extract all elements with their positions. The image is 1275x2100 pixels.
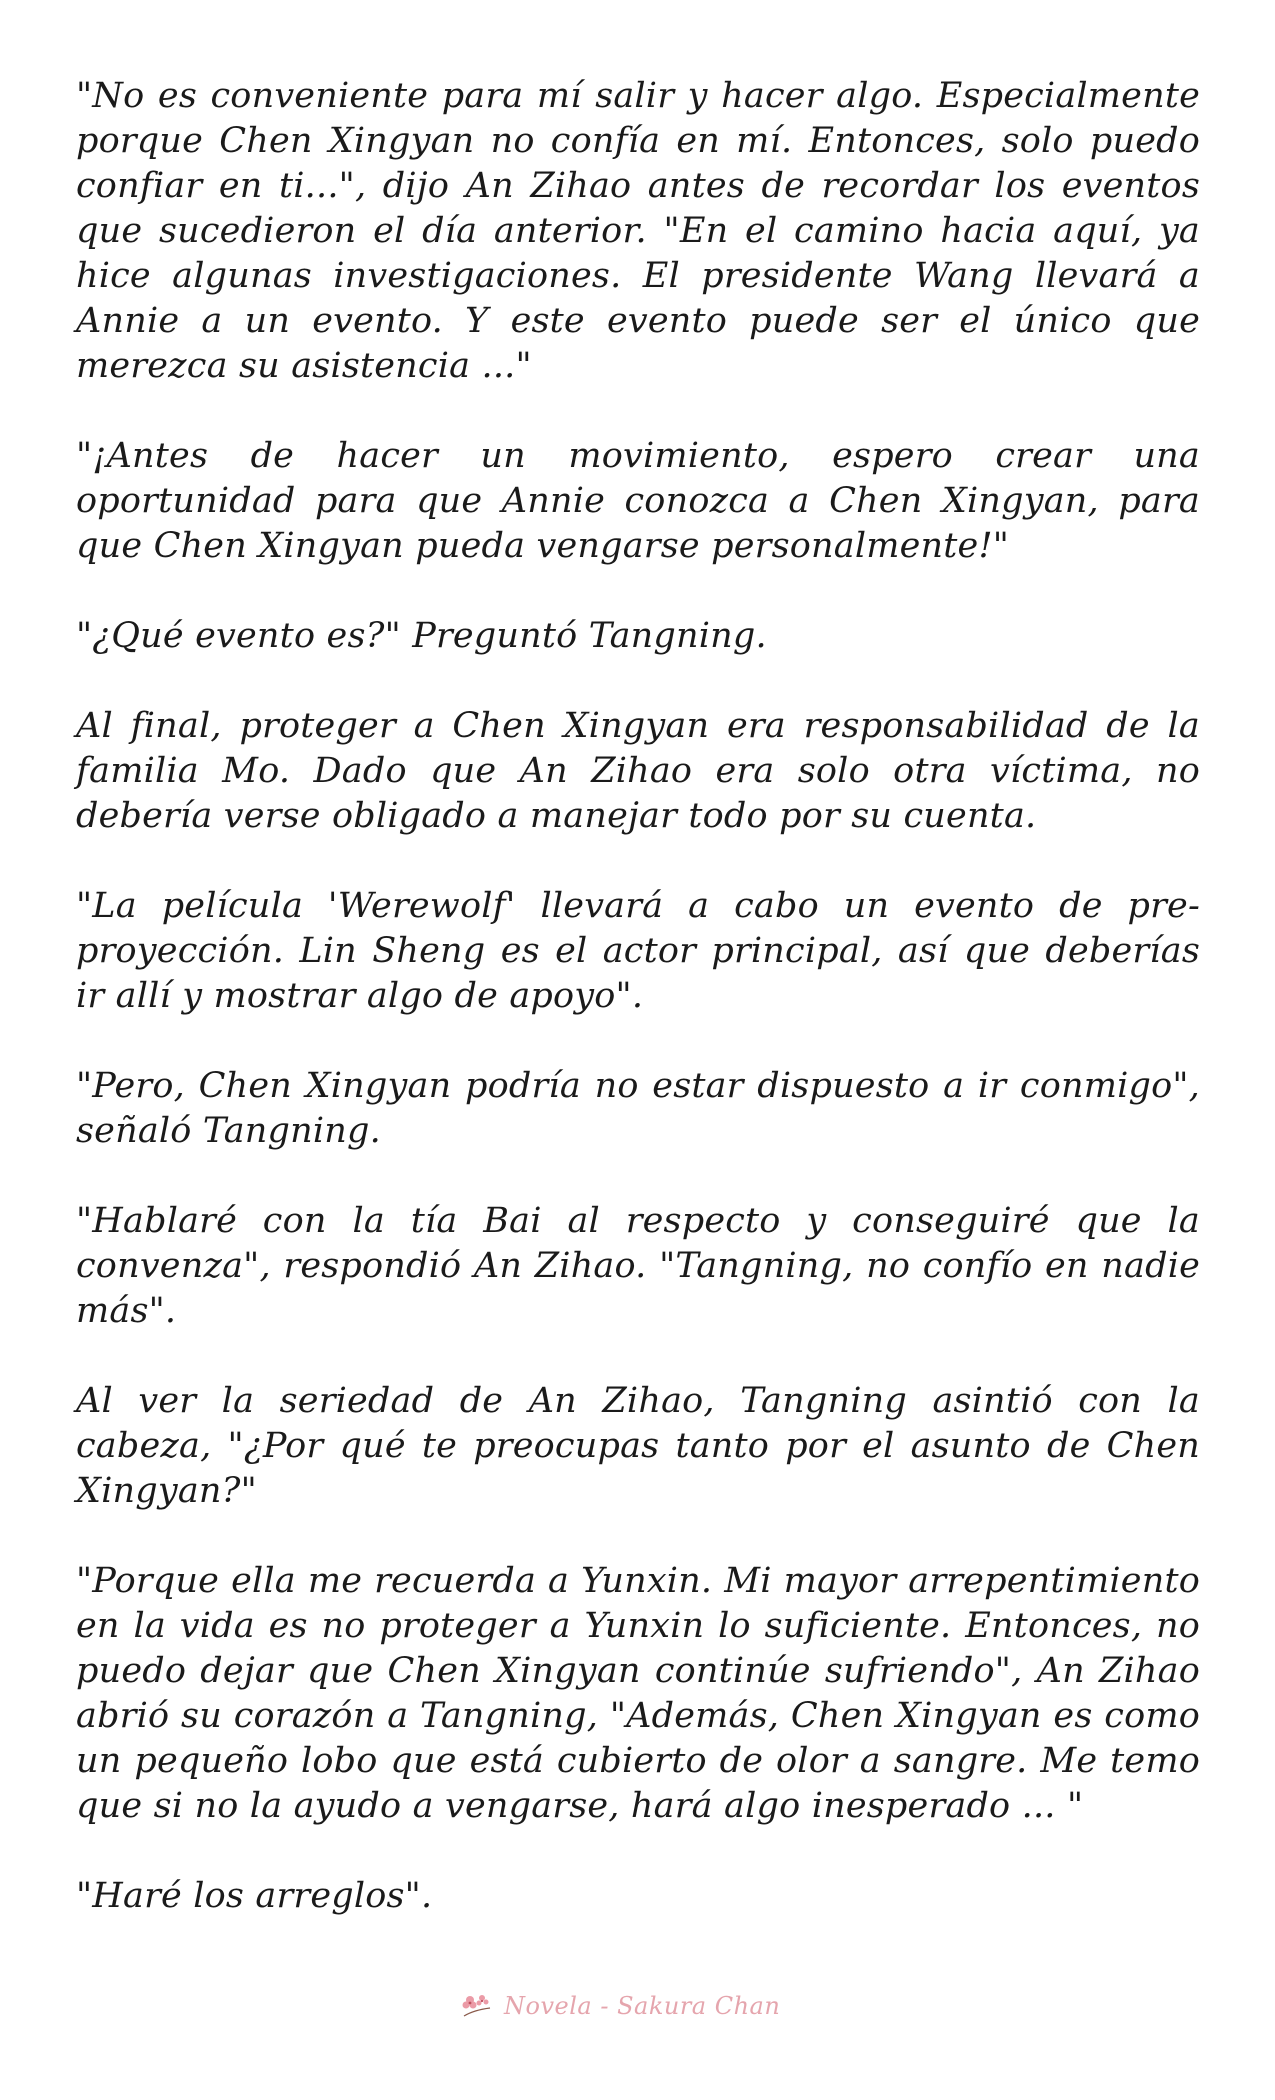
paragraph: "Haré los arreglos". — [76, 1876, 433, 1916]
paragraph: "Pero, Chen Xingyan podría no estar dispuesto a ir conmigo", señaló Tangning. — [76, 1066, 1200, 1151]
novel-page — [76, 74, 1200, 1964]
paragraph: "¡Antes de hacer un movimiento, espero crear una oportunidad para que Annie conozca a Chen Xingyan, para que Chen Xingyan pueda vengarse personalmente!" — [76, 436, 1200, 566]
paragraph: "Porque ella me recuerda a Yunxin. Mi mayor arrepentimiento en la vida es no proteger a Yunxin lo suficiente. Entonces, no puedo dejar que Chen Xingyan continúe sufriendo", An Zihao abrió su corazón a Tangning, "Además, Chen Xingyan es como un pequeño lobo que está cubierto de olor a sangre. Me temo que si no la ayudo a vengarse, hará algo inesperado ... " — [76, 1561, 1200, 1826]
paragraph: "¿Qué evento es?" Preguntó Tangning. — [76, 616, 767, 656]
cherry-blossom-icon — [460, 1992, 494, 2020]
watermark-text: Novela - Sakura Chan — [504, 1992, 781, 2020]
paragraph: "No es conveniente para mí salir y hacer algo. Especialmente porque Chen Xingyan no confía en mí. Entonces, solo puedo confiar en ti...", dijo An Zihao antes de recordar los eventos que sucedieron el día anterior. "En el camino hacia aquí, ya hice algunas investigaciones. El presidente Wang llevará a Annie a un evento. Y este evento puede ser el único que merezca su asistencia ..." — [76, 76, 1200, 386]
paragraph: "La película 'Werewolf' llevará a cabo un evento de pre-proyección. Lin Sheng es el actor principal, así que deberías ir allí y mostrar algo de apoyo". — [76, 886, 1200, 1016]
paragraph: "Hablaré con la tía Bai al respecto y conseguiré que la convenza", respondió An Zihao. "Tangning, no confío en nadie más". — [76, 1201, 1200, 1331]
watermark — [460, 1992, 780, 2020]
paragraph: Al ver la seriedad de An Zihao, Tangning asintió con la cabeza, "¿Por qué te preocupas tanto por el asunto de Chen Xingyan?" — [76, 1381, 1200, 1511]
paragraph: Al final, proteger a Chen Xingyan era responsabilidad de la familia Mo. Dado que An Zihao era solo otra víctima, no debería verse obligado a manejar todo por su cuenta. — [76, 706, 1200, 836]
